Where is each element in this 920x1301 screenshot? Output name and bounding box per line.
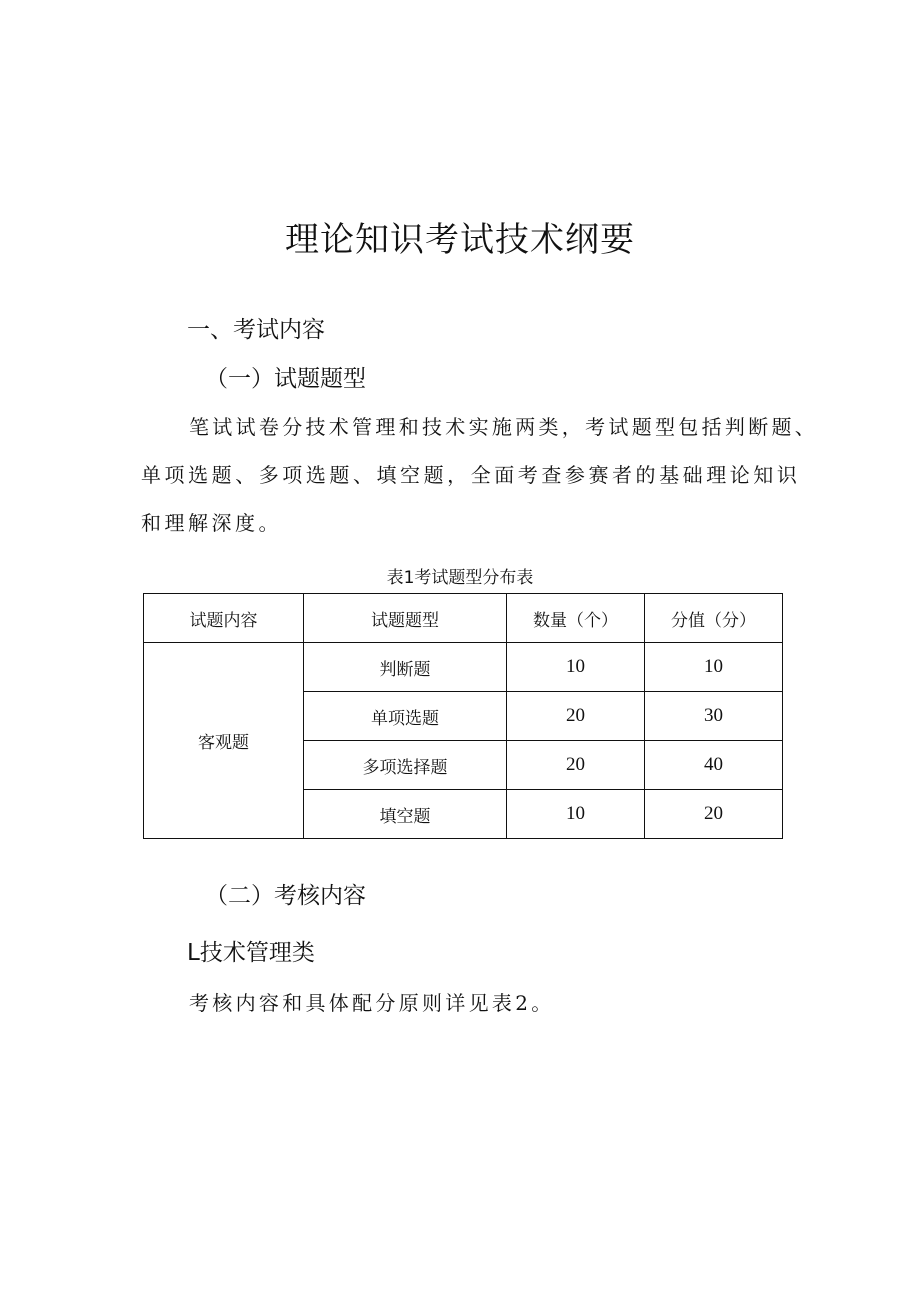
- count-cell: 10: [507, 790, 645, 839]
- question-type-cell: 单项选题: [304, 692, 507, 741]
- section-heading-exam-content: 一、考试内容: [187, 317, 325, 343]
- table-header-row: [144, 594, 783, 643]
- paragraph-line: 考核内容和具体配分原则详见表2。: [189, 991, 555, 1015]
- count-cell: 20: [507, 741, 645, 790]
- score-cell: 20: [645, 790, 783, 839]
- subsection-heading-question-types: （一）试题题型: [205, 366, 366, 392]
- score-cell: 30: [645, 692, 783, 741]
- subsection-heading-assessment-content: （二）考核内容: [205, 883, 366, 909]
- question-type-cell: 判断题: [304, 643, 507, 692]
- group-label-cell: 客观题: [144, 643, 304, 839]
- score-cell: 40: [645, 741, 783, 790]
- count-cell: 20: [507, 692, 645, 741]
- paragraph-line: 笔试试卷分技术管理和技术实施两类，考试题型包括判断题、: [189, 415, 819, 439]
- paragraph-line: 和理解深度。: [141, 511, 282, 535]
- paragraph-line: 单项选题、多项选题、填空题，全面考查参赛者的基础理论知识: [141, 463, 801, 487]
- subsubsection-heading-tech-management: L技术管理类: [187, 940, 315, 966]
- question-type-cell: 多项选择题: [304, 741, 507, 790]
- score-cell: 10: [645, 643, 783, 692]
- table-header-cell: 试题内容: [144, 594, 304, 643]
- document-title: 理论知识考试技术纲要: [285, 220, 635, 260]
- count-cell: 10: [507, 643, 645, 692]
- table-header-cell: 试题题型: [304, 594, 507, 643]
- table-row: [144, 643, 783, 692]
- question-type-cell: 填空题: [304, 790, 507, 839]
- question-type-table: [143, 593, 783, 839]
- table-header-cell: 数量（个）: [507, 594, 645, 643]
- table-caption: 表1考试题型分布表: [386, 568, 534, 588]
- table-header-cell: 分值（分）: [645, 594, 783, 643]
